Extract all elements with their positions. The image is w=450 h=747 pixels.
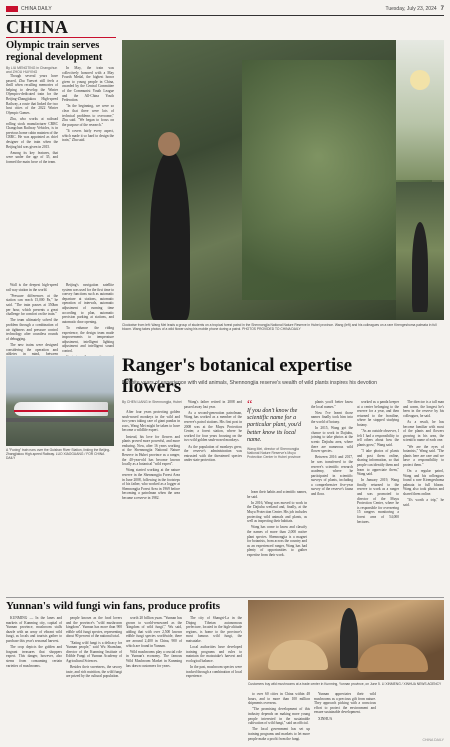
section-rule bbox=[6, 37, 116, 38]
pull-quote-text: If you don't know the scientific name for a particular plant, you'd better know its local name. bbox=[247, 408, 302, 443]
story3-column-2 bbox=[66, 616, 122, 736]
paragraph: The director is a tall man and warm, the longest he's been in the reserve by his colleagues, he said. bbox=[403, 400, 444, 418]
paragraph: Besides their sweetness, the savory taste, and rich nutrition, the wild fungi are prized by the cultural population. bbox=[66, 665, 122, 679]
paragraph: "It's worth a trip," he said. bbox=[403, 498, 444, 507]
paragraph: XINHUA bbox=[318, 716, 333, 721]
paragraph: In May, the train was collectively honored with a May Fourth Medal, the highest honor given to young people in China, awarded by the Central Committee of the Communist Youth League and the All-China Youth Federation. bbox=[62, 66, 114, 103]
paragraph: worked as a panda keeper at a center belonging to the reserve for a year, and then returned to the frontline, where he stopped studying botany. bbox=[357, 400, 399, 427]
paragraph: Wall is the deepest high-speed rail way station in the world. bbox=[6, 283, 58, 292]
paragraph: After four years protecting golden snub-nosed monkeys in the wild and two years taking care of giant pandas in zoos, Wang Mei might be taken to have become a wildlife expert. bbox=[122, 410, 180, 433]
paragraph: Wang has come to know and classify the names of more than 2,000 native plant species. Shennongjia is a magnet for botanists, from across the country and as an experienced ranger, Wang has had plenty of opportunities to gather expertise from their work. bbox=[247, 525, 307, 557]
paragraph: to over 60 cities in China within 48 hours, and to more than 100 million shipments overseas. bbox=[248, 692, 310, 706]
paragraph: "It covers fairly every aspect, which made it so hard to design the train," Zhu said. bbox=[62, 128, 114, 143]
paragraph: On a regular patrol, Wang and his colleagues found a rare Kirengeshoma palmata in full bloom. Wang also took photos and shared them online. bbox=[403, 469, 444, 497]
story2-column-2 bbox=[184, 400, 242, 594]
train-stripe bbox=[14, 410, 108, 412]
story3-column-3 bbox=[126, 616, 182, 736]
paragraph: Zhu, who works at railroad rolling stock manufacturer CRRC Changchun Railway Vehicles, is in previous home cabin mainten of the CRRC. He was appointed as chief designer of the train when the Beijing bid was given in 2015. bbox=[6, 116, 58, 149]
paragraph: As the population of monkeys grew, the reserve's administration was entrusted with the threatened species under state protection. bbox=[184, 444, 242, 463]
story1-column-2 bbox=[62, 66, 114, 279]
paragraph: people known as the food lovers and the province's "wild mushroom kingdom". Yunnan has more than 900 edible wild fungi species, representing about 90 percent of the national total. bbox=[66, 616, 122, 639]
china-daily-logo bbox=[6, 6, 18, 12]
paragraph: Instead, his love for flowers and plants proved more powerful, and more enduring. Now, after 16 years working at the Shennongjia National Nature Reserve in Hubei province as a ranger, the 40-year-old has become known locally as a botanical "wild expert". bbox=[122, 434, 180, 467]
paragraph: In January 2019, Wang finally returned to the reserve to work as a ranger and was promoted to director of the Muyu Protection Center, where he is responsible for overseeing 15 rangers monitoring a forest area of 54,000 hectares. bbox=[357, 478, 399, 524]
ranger-figure bbox=[150, 150, 190, 320]
paragraph: "We are the eyes of botanists," Wang said. "The plants here are rare and we have a responsibility to protect them." bbox=[403, 444, 444, 467]
pull-quote-attribution: Wang Mei, director of Shennongjia National Nature Reserve's Muyu Protection Center in Hubei province bbox=[247, 447, 301, 460]
paragraph: The city of Shangri-La in the Diqing Tibetan autonomous prefecture, located in the high-altitude regions, is home to the province's most famous wild fungi, the matsutake. bbox=[186, 616, 242, 643]
pull-quote bbox=[247, 397, 307, 460]
paragraph: Though several years have passed, Zhu Yuewei still feels a thrill when recalling memories of helping to develop the Winter Olympics-dedicated train for the Beijing-Zhangjiakou High-speed Railway, a route that linked the two host cities of the 2022 Winter Olympic Games. bbox=[6, 74, 58, 115]
paragraph: KUNMING — In the lanes and markets of Kunming city, capital of Yunnan province, mushroom stalls dazzle with an array of vibrant wild fungi, as locals and tourists gather to purchase this year's seasonal harvest. bbox=[6, 616, 62, 643]
train-photo bbox=[6, 356, 114, 446]
paragraph: Wang started working at the nature reserve in the Shennongjia Forest Area in June 2008, following in the footsteps of his father, who worked as a logger at Shennongjia Forest Area in 1969 before becoming a patrolman when the area became a reserve in 1982. bbox=[122, 468, 180, 500]
paragraph: worth 20 billion yuan. "Yunnan has grown to world-renowned as the 'kingdom of wild fungi'," Wu said, adding that with over 2,500 known edible fungi species worldwide, there are around 2,400 in China, 900 of which are found in Yunnan. bbox=[126, 616, 182, 648]
paragraph: In the past, mushroom species were tracked through a combination of local experience. bbox=[186, 665, 242, 679]
paragraph: Wild mushrooms play a crucial role in Yunnan's economy. The famous Wild Mushroom Market in Kunming has drawn customers for years. bbox=[126, 649, 182, 668]
paragraph: "As an outside observer, I felt I had a responsibility to tell others about how the plants grow," Wang said. bbox=[357, 429, 399, 447]
paragraph: "I take photos of plants and post them online, sharing information, so that people can identify them and learn to appreciate them," Wang said. bbox=[357, 449, 399, 477]
story3-rule bbox=[6, 597, 444, 598]
story1-headline: Olympic train serves regional development bbox=[6, 40, 103, 63]
paragraph: The crop depicts the golden and fragrant treasures that shoppers expect. This danger, however, also stems from consuming certain varieties of mushrooms. bbox=[6, 645, 62, 668]
paragraph: "Eating wild fungi is a delicacy for Yunnan people," said Wu Shanshan, director of the Kunming Institute of Edible Fungi of Yunnan Academy of Agricultural Sciences. bbox=[66, 640, 122, 663]
paragraph: In 2016, Wang was moved to work in the Dajiuhu wetland and, finally, at the Muyu Protection Center. His job includes protecting wild animals and plants, as well as inspecting their habitats. bbox=[247, 500, 307, 524]
masthead-rule bbox=[6, 15, 444, 16]
paragraph: The team ultimately solved the problem through a combination of air tightness and pressure control technology after countless rounds of debugging. bbox=[6, 318, 58, 341]
bridge bbox=[6, 418, 114, 422]
paragraph: As a second-generation patrolman, Wang has worked as a member of the reserve's patrol stations. His first post in 2008 was at the Muyu Protection Center, a forest station, where he worked for four years focusing on the two wild golden snub-nosed monkeys. bbox=[184, 410, 242, 443]
paragraph: The new trains were designed considering the operation and athletes in mind, between bbox=[6, 342, 58, 357]
ranger-face bbox=[158, 132, 180, 156]
paragraph: "Pressure differences at the station can reach 15,000 Pa," he said. "The train passes at 350km per hour, which presents a great challenge for comfort on the train." bbox=[6, 293, 58, 317]
story3-column-1 bbox=[6, 616, 62, 736]
paragraph: In 2015, Wang got the chance to work in Dajiuhu, joining to take photos at the scenic Dajiuhu area, where there are numerous wild flower species. bbox=[311, 426, 353, 454]
paragraph: Now I've learnt those names finally took him into the world of botany. bbox=[311, 410, 353, 424]
train-shape bbox=[14, 402, 108, 416]
page-footer: CHINA DAILY bbox=[422, 738, 444, 742]
quote-mark: “ bbox=[247, 397, 253, 411]
story2-byline: By CHEN LIANG in Shennongjia, Hubei bbox=[122, 400, 182, 404]
paragraph: "In the beginning, we were so clear that there were lots of technical problems to overcome," Zhu said. "We began to focus on the purpose of the research." bbox=[62, 104, 114, 127]
story3-column-4 bbox=[186, 616, 242, 736]
paragraph: The local government has set up training programs and markets to let more people make a profit from the fungi. bbox=[248, 727, 310, 741]
patrol-figure bbox=[412, 222, 428, 312]
issue-date: Tuesday, July 23, 2024 bbox=[385, 6, 437, 12]
paragraph: "The promising development of this industry depends on making more young people interested in the sustainable cultivation of wild fungi," said an official. bbox=[248, 707, 310, 726]
customer-figure bbox=[340, 608, 358, 668]
story2-column-5 bbox=[357, 400, 399, 594]
paragraph: Beijing's navigation satellite system was used for the first time to convey functions such as automatic departure at stations, automatic operation of intervals, automatic adjustment of running time according to plan, automatic precision parking at stations, and automatic door opening. bbox=[62, 283, 115, 324]
story2-photo-caption: Clockwise from left: Wang Mei leads a group of students on a tropical forest patrol in the Shennongjia National Nature Reserve in Hubei province. Wang (left) and his colleagues on a rare Kirengeshoma palmata in full bloom. Wang takes photos of a wild flower using his mobile phone during a patrol. PHOTOS PROVIDED TO CHINA DAILY bbox=[122, 323, 437, 332]
page-number: 7 bbox=[440, 6, 444, 12]
paragraph: learn their habits and scientific names, he said. bbox=[247, 490, 307, 499]
mushroom-pile bbox=[358, 644, 428, 672]
masthead bbox=[6, 4, 444, 14]
flower-photo bbox=[396, 40, 444, 180]
mushroom-market-photo bbox=[248, 600, 444, 680]
story1-photo-caption: A "Fuxing" train runs over the Guishan River Station, linking the Beijing-Zhangjiakou High-speed Railway. LUO XIAOGUANG / FOR CHINA DAILY bbox=[6, 448, 111, 461]
paragraph: To enhance the riding experience, the design team made improvements to temperature adjustment, intelligent lighting adjustment and intelligent sound control. bbox=[62, 325, 114, 353]
paragraph: As a result, he has become familiar with most of the plants and flowers growing in his area, the scientific name of each one. bbox=[403, 419, 444, 443]
paragraph: Among its key features, that were under the age of 35, and formed the main force of the team. bbox=[6, 150, 58, 164]
paper-name: CHINA DAILY bbox=[21, 6, 52, 12]
story1-byline: By LIU MENGTING in Changchun and ZHOU HUIYING bbox=[6, 66, 58, 75]
story3-column-5 bbox=[248, 692, 310, 741]
story2-column-1 bbox=[122, 410, 180, 594]
story2-headline: Ranger's botanical expertise flowers bbox=[122, 355, 353, 397]
story3-photo-caption: Customers buy wild mushrooms at a trade center in Kunming, Yunnan province, on June 5. LI XINMENG / XINHUA NEWS AGENCY bbox=[248, 682, 442, 686]
story1-column-1 bbox=[6, 74, 58, 279]
story2-column-4 bbox=[311, 400, 353, 594]
paragraph: Yunnan appreciates their wild mushrooms as a precious gift from nature. They approach picking with a conscious effort to protect the environment and ensure sustainable development. bbox=[314, 692, 376, 715]
story3-headline: Yunnan's wild fungi win fans, produce profits bbox=[6, 600, 221, 612]
story1-column-4 bbox=[62, 283, 114, 353]
story2-subhead: Despite years of experience with wild animals, Shennongjia reserve's wealth of wild plants inspires his devotion bbox=[122, 380, 378, 386]
paragraph: Between 2016 and 2017, he was transferred to the reserve's scientific research academy, where he participated in scientific surveys of plants, including a comprehensive five-year survey of the reserve's fauna and flora. bbox=[311, 455, 353, 497]
story3-column-6 bbox=[314, 692, 376, 736]
story2-column-6 bbox=[403, 400, 444, 594]
story2-column-3 bbox=[247, 490, 307, 594]
paragraph: plants you'd better know the local names." bbox=[311, 400, 353, 409]
story1-column-3 bbox=[6, 283, 58, 357]
paragraph: Wang's father retired in 2008 and passed away last year. bbox=[184, 400, 242, 409]
patrol-photo bbox=[396, 182, 444, 320]
section-title: CHINA bbox=[6, 17, 69, 37]
paragraph: Local authorities have developed training programs and rules to maintain the matsutake's harvest and ecological balance. bbox=[186, 645, 242, 663]
mushroom-pile bbox=[268, 640, 328, 670]
flower-bloom bbox=[410, 70, 430, 90]
